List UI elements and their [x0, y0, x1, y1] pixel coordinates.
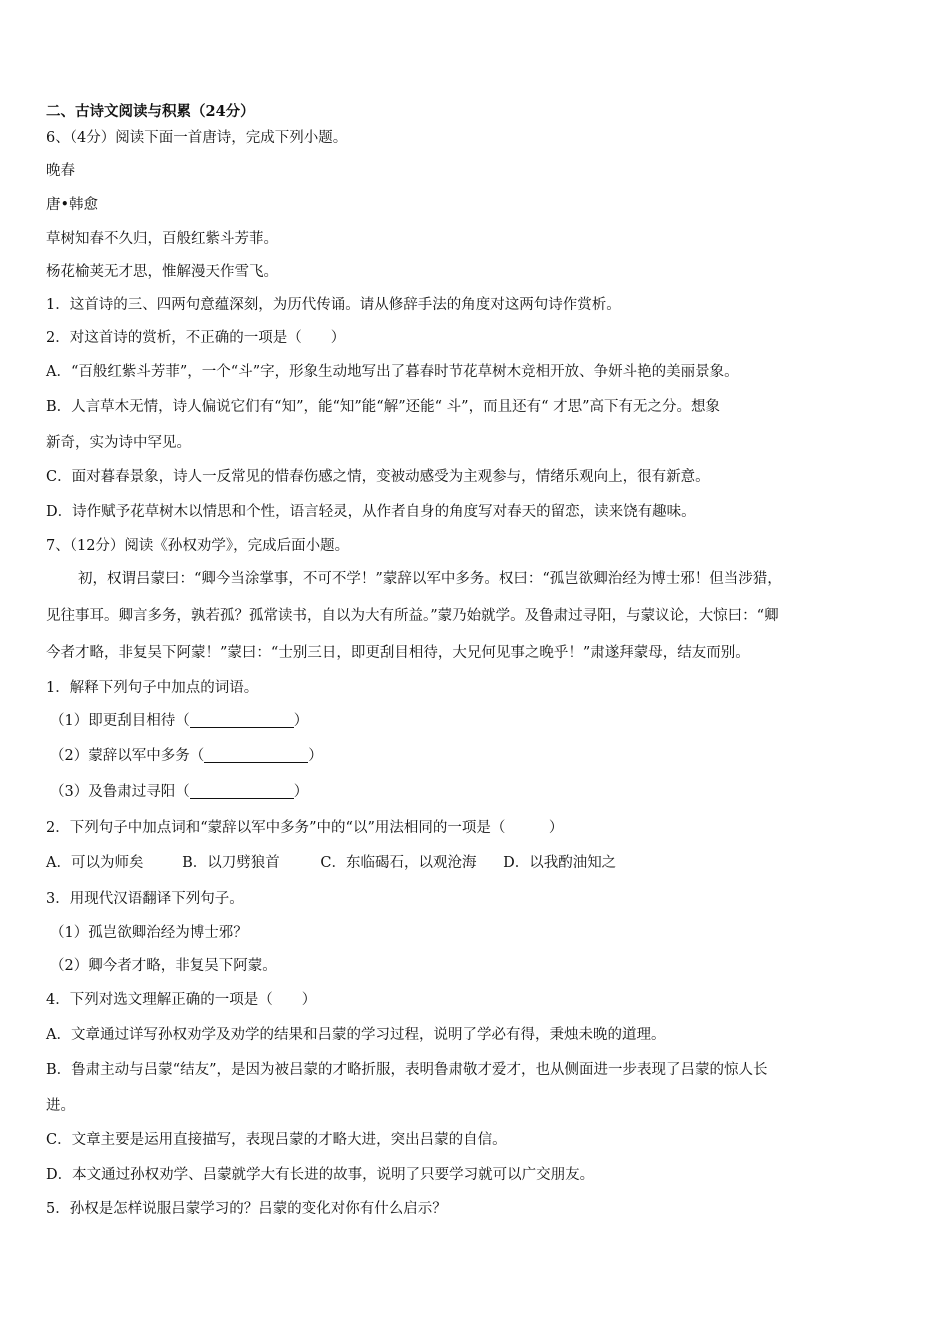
q7-sub1-item2: [50, 746, 910, 766]
item3-text: （3）及鲁肃过寻阳（: [50, 784, 190, 800]
close-paren: ）: [293, 784, 309, 800]
q6-option-b-line1: B．人言草木无情，诗人偏说它们有“知”，能“知”能“解”还能“ 斗”，而且还有“ 才思”高下有无之分。想象: [46, 399, 720, 415]
passage-line-1: 初，权谓吕蒙曰：“卿今当涂掌事，不可不学！”蒙辞以军中多务。权曰：“孤岂欲卿治经为博士邪！但当涉猎，: [78, 571, 782, 587]
q7-sub4: 4．下列对选文理解正确的一项是（ ）: [46, 992, 317, 1008]
answer-blank[interactable]: [190, 784, 294, 799]
q6-option-b-line2: 新奇，实为诗中罕见。: [46, 435, 191, 451]
q7-sub2-option-b: B．以刀劈狼首: [182, 855, 280, 871]
poem-author: 唐•韩愈: [46, 197, 99, 213]
q6-sub2: 2．对这首诗的赏析，不正确的一项是（ ）: [46, 330, 346, 346]
q7-sub3-item2: （2）卿今者才略，非复吴下阿蒙。: [50, 958, 277, 974]
answer-blank[interactable]: [190, 713, 294, 728]
poem-line-2: 杨花榆荚无才思，惟解漫天作雪飞。: [46, 264, 278, 280]
answer-blank[interactable]: [204, 748, 308, 763]
item2-text: （2）蒙辞以军中多务（: [50, 748, 205, 764]
passage-line-3: 今者才略，非复吴下阿蒙！”蒙曰：“士别三日，即更刮目相待，大兄何见事之晚乎！”肃遂拜蒙母，结友而别。: [46, 645, 750, 661]
q6-option-a: A．“百般红紫斗芳菲”，一个“斗”字，形象生动地写出了暮春时节花草树木竞相开放、争妍斗艳的美丽景象。: [46, 364, 739, 380]
item1-text: （1）即更刮目相待（: [50, 713, 190, 729]
q7-sub3: 3．用现代汉语翻译下列句子。: [46, 891, 244, 907]
q6-option-d: D．诗作赋予花草树木以情思和个性，语言轻灵，从作者自身的角度写对春天的留恋，读来饶有趣味。: [46, 504, 696, 520]
poem-line-1: 草树知春不久归，百般红紫斗芳菲。: [46, 231, 278, 247]
q7-sub2: 2．下列句子中加点词和“蒙辞以军中多务”中的“以”用法相同的一项是（ ）: [46, 820, 564, 836]
q7-sub2-option-c: C．东临碣石，以观沧海: [320, 855, 477, 871]
q7-sub5: 5．孙权是怎样说服吕蒙学习的？吕蒙的变化对你有什么启示？: [46, 1201, 447, 1217]
passage-line-2: 见往事耳。卿言多务，孰若孤？孤常读书，自以为大有所益。”蒙乃始就学。及鲁肃过寻阳，与蒙议论，大惊曰：“卿: [46, 608, 779, 624]
close-paren: ）: [293, 713, 309, 729]
q7-sub4-option-b-line1: B．鲁肃主动与吕蒙“结友”，是因为被吕蒙的才略折服，表明鲁肃敬才爱才，也从侧面进一步表现了吕蒙的惊人长: [46, 1062, 768, 1078]
q7-sub4-option-b-line2: 进。: [46, 1098, 75, 1114]
q6-sub1: 1．这首诗的三、四两句意蕴深刻，为历代传诵。请从修辞手法的角度对这两句诗作赏析。: [46, 297, 621, 313]
q7-sub2-option-a: A．可以为师矣: [46, 855, 144, 871]
q7-sub4-option-c: C．文章主要是运用直接描写，表现吕蒙的才略大进，突出吕蒙的自信。: [46, 1132, 507, 1148]
q7-sub1-item3: [50, 782, 910, 802]
close-paren: ）: [308, 748, 323, 764]
q7-sub4-option-d: D．本文通过孙权劝学、吕蒙就学大有长进的故事，说明了只要学习就可以广交朋友。: [46, 1167, 595, 1183]
q7-sub1-item1: [50, 711, 910, 731]
q6-header: 6、（4分）阅读下面一首唐诗，完成下列小题。: [46, 130, 348, 146]
q7-sub2-option-d: D．以我酌油知之: [503, 855, 617, 871]
q6-option-c: C．面对暮春景象，诗人一反常见的惜春伤感之情，变被动感受为主观参与，情绪乐观向上，很有新意。: [46, 469, 710, 485]
q7-sub3-item1: （1）孤岂欲卿治经为博士邪？: [50, 925, 248, 941]
q7-sub4-option-a: A．文章通过详写孙权劝学及劝学的结果和吕蒙的学习过程，说明了学必有得，秉烛未晚的道理。: [46, 1027, 666, 1043]
q7-sub1: 1．解释下列句子中加点的词语。: [46, 680, 259, 696]
section-title: 二、古诗文阅读与积累（24分）: [46, 103, 255, 120]
q7-sub2-options: [46, 853, 906, 873]
q7-header: 7、（12分）阅读《孙权劝学》，完成后面小题。: [46, 538, 350, 554]
poem-title: 晚春: [46, 163, 75, 179]
